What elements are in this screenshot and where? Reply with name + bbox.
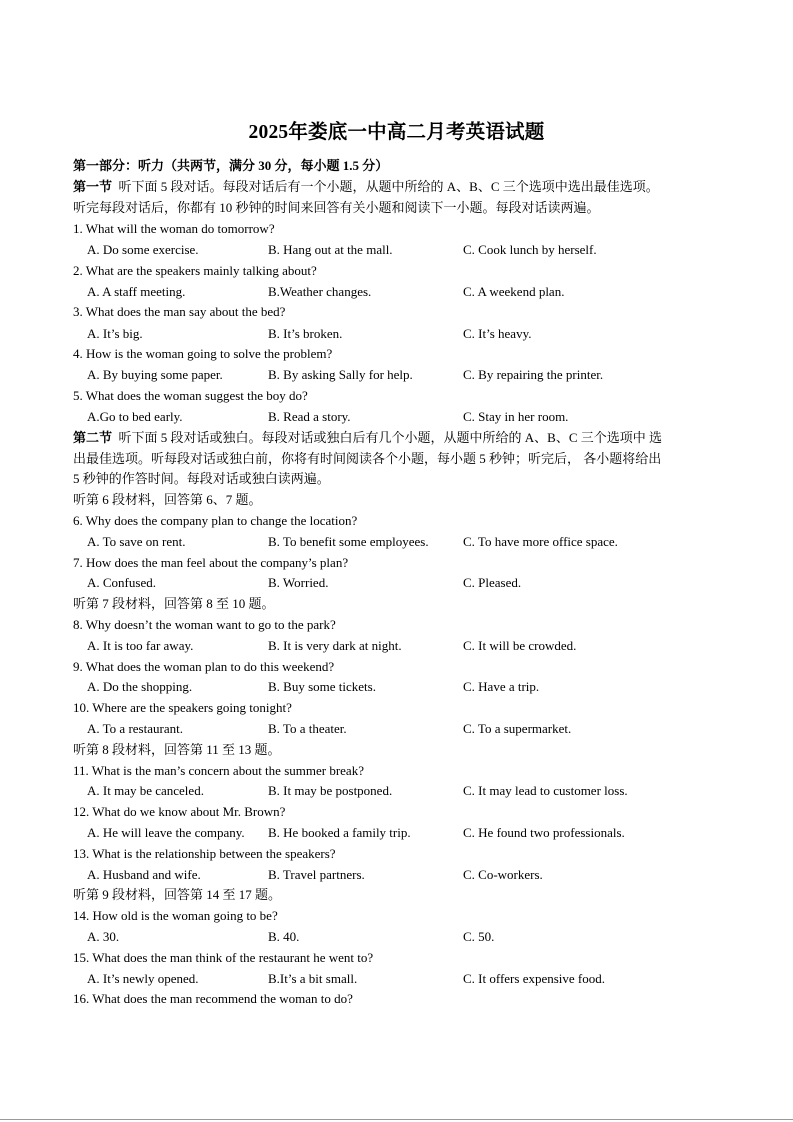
question-stem: 13. What is the relationship between the speakers? xyxy=(73,846,336,861)
option-c: C. It will be crowded. xyxy=(463,638,577,653)
option-a: A. Confused. xyxy=(87,575,156,590)
material-note-9: 听第 9 段材料，回答第 14 至 17 题。 xyxy=(73,887,282,902)
question-stem: 15. What does the man think of the restaurant he went to? xyxy=(73,950,374,965)
option-b: B. By asking Sally for help. xyxy=(268,367,413,382)
option-c: C. By repairing the printer. xyxy=(463,367,604,382)
option-c: C. To have more office space. xyxy=(463,534,618,549)
option-a: A. He will leave the company. xyxy=(87,825,245,840)
option-a: A. Do some exercise. xyxy=(87,242,199,257)
option-b: B. He booked a family trip. xyxy=(268,825,411,840)
option-b: B.Weather changes. xyxy=(268,284,372,299)
option-a: A. A staff meeting. xyxy=(87,284,186,299)
option-a: A. It’s big. xyxy=(87,326,143,341)
option-a: A. By buying some paper. xyxy=(87,367,223,382)
option-a: A. To save on rent. xyxy=(87,534,186,549)
option-c: C. Co-workers. xyxy=(463,867,543,882)
question-stem: 12. What do we know about Mr. Brown? xyxy=(73,804,286,819)
question-stem: 2. What are the speakers mainly talking about? xyxy=(73,263,317,278)
question-stem: 9. What does the woman plan to do this weekend? xyxy=(73,659,335,674)
question-stem: 3. What does the man say about the bed? xyxy=(73,304,286,319)
question-stem: 4. How is the woman going to solve the problem? xyxy=(73,346,333,361)
material-note-8: 听第 8 段材料，回答第 11 至 13 题。 xyxy=(73,742,281,757)
option-a: A. 30. xyxy=(87,929,120,944)
section2-text-line3: 5 秒钟的作答时间。每段对话或独白读两遍。 xyxy=(73,471,330,486)
section2-instructions-line1 xyxy=(73,430,662,446)
material-note-7: 听第 7 段材料，回答第 8 至 10 题。 xyxy=(73,596,275,611)
section1-instructions-line1 xyxy=(73,179,659,195)
option-a: A. It’s newly opened. xyxy=(87,971,199,986)
option-b: B.It’s a bit small. xyxy=(268,971,358,986)
part1-header: 第一部分：听力（共两节，满分 30 分，每小题 1.5 分） xyxy=(73,158,389,173)
option-c: C. Cook lunch by herself. xyxy=(463,242,597,257)
material-note-6: 听第 6 段材料，回答第 6、7 题。 xyxy=(73,492,262,507)
option-b: B. To benefit some employees. xyxy=(268,534,429,549)
option-b: B. To a theater. xyxy=(268,721,347,736)
option-c: C. It’s heavy. xyxy=(463,326,532,341)
option-a: A. To a restaurant. xyxy=(87,721,183,736)
question-stem: 1. What will the woman do tomorrow? xyxy=(73,221,275,236)
page-title: 2025年娄底一中高二月考英语试题 xyxy=(248,122,545,143)
option-b: B. Read a story. xyxy=(268,409,351,424)
question-stem: 7. How does the man feel about the company’s plan? xyxy=(73,555,349,570)
option-b: B. It’s broken. xyxy=(268,326,343,341)
option-b: B. It may be postponed. xyxy=(268,783,393,798)
option-c: C. It may lead to customer loss. xyxy=(463,783,628,798)
option-c: C. Stay in her room. xyxy=(463,409,569,424)
option-c: C. It offers expensive food. xyxy=(463,971,606,986)
option-b: B. Worried. xyxy=(268,575,329,590)
question-stem: 16. What does the man recommend the woman to do? xyxy=(73,991,353,1006)
question-stem: 8. Why doesn’t the woman want to go to the park? xyxy=(73,617,336,632)
question-stem: 6. Why does the company plan to change the location? xyxy=(73,513,358,528)
option-a: A.Go to bed early. xyxy=(87,409,183,424)
option-c: C. 50. xyxy=(463,929,495,944)
section1-text-line2: 听完每段对话后，你都有 10 秒钟的时间来回答有关小题和阅读下一小题。每段对话读两遍。 xyxy=(73,200,600,215)
option-c: C. Have a trip. xyxy=(463,679,540,694)
section1-label: 第一节 xyxy=(73,179,113,194)
option-c: C. To a supermarket. xyxy=(463,721,572,736)
section2-text-line2: 出最佳选项。听每段对话或独白前，你将有时间阅读各个小题，每小题 5 秒钟；听完后， 各小题将给出 xyxy=(73,451,662,466)
question-stem: 11. What is the man’s concern about the summer break? xyxy=(73,763,364,778)
section2-label: 第二节 xyxy=(73,430,113,445)
option-b: B. Buy some tickets. xyxy=(268,679,376,694)
page-bottom-divider xyxy=(0,1119,793,1120)
section1-text-line1: 听下面 5 段对话。每段对话后有一个小题，从题中所给的 A、B、C 三个选项中选出最佳选项。 xyxy=(118,179,659,194)
question-stem: 10. Where are the speakers going tonight? xyxy=(73,700,292,715)
question-stem: 14. How old is the woman going to be? xyxy=(73,908,278,923)
option-b: B. Hang out at the mall. xyxy=(268,242,393,257)
question-stem: 5. What does the woman suggest the boy do? xyxy=(73,388,308,403)
option-a: A. Do the shopping. xyxy=(87,679,193,694)
section2-text-line1: 听下面 5 段对话或独白。每段对话或独白后有几个小题，从题中所给的 A、B、C 三个选项中 选 xyxy=(118,430,662,445)
option-a: A. It is too far away. xyxy=(87,638,194,653)
option-b: B. 40. xyxy=(268,929,300,944)
option-c: C. A weekend plan. xyxy=(463,284,565,299)
option-a: A. Husband and wife. xyxy=(87,867,201,882)
option-b: B. Travel partners. xyxy=(268,867,365,882)
option-a: A. It may be canceled. xyxy=(87,783,204,798)
option-c: C. Pleased. xyxy=(463,575,522,590)
option-b: B. It is very dark at night. xyxy=(268,638,402,653)
option-c: C. He found two professionals. xyxy=(463,825,625,840)
